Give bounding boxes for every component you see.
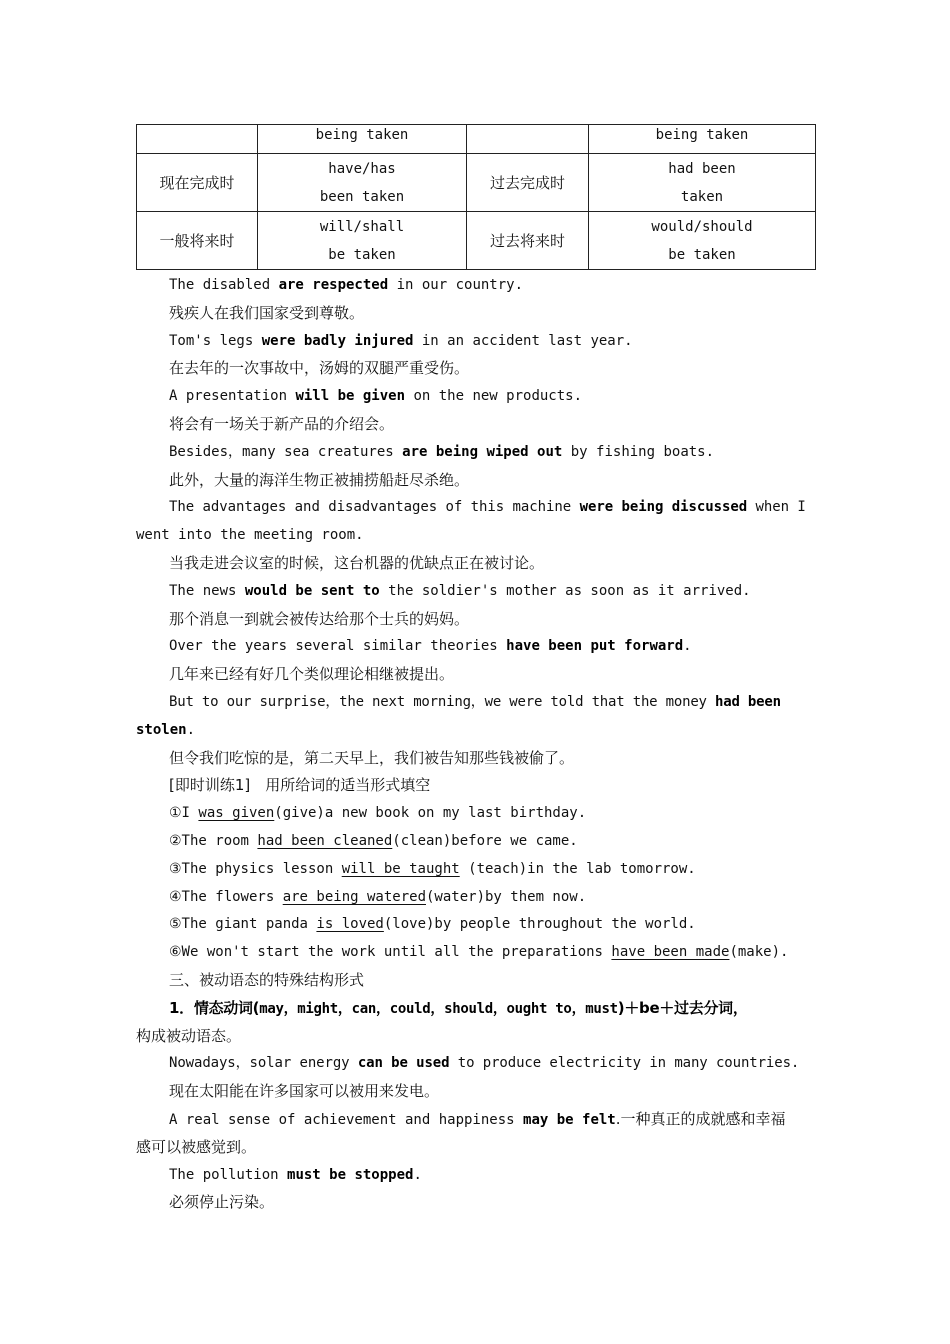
example-sentence: Tom's legs were badly injured in an accident last year. — [169, 332, 633, 349]
translation: 将会有一场关于新产品的介绍会。 — [169, 414, 395, 433]
example-sentence: Nowadays，solar energy can be used to produce electricity in many countries. — [169, 1055, 800, 1072]
example-sentence: A presentation will be given on the new products. — [169, 388, 583, 405]
example-sentence-continued: went into the meeting room. — [136, 527, 364, 544]
table-cell: 过去完成时 — [467, 154, 589, 212]
table-cell: 过去将来时 — [467, 212, 589, 270]
table-row — [137, 125, 816, 154]
translation: 此外，大量的海洋生物正被捕捞船赶尽杀绝。 — [169, 470, 470, 489]
example-sentence: A real sense of achievement and happiness may be felt.一种真正的成就感和幸福 — [169, 1109, 786, 1128]
document-page — [136, 124, 815, 1217]
section-heading: 三、被动语态的特殊结构形式 — [169, 970, 365, 989]
exercise-item: ①I was given(give)a new book on my last birthday. — [169, 805, 587, 822]
example-sentence: But to our surprise，the next morning，we were told that the money had been — [169, 693, 781, 710]
answer-blank: had been cleaned — [257, 832, 393, 849]
table-cell — [467, 125, 589, 154]
exercise-item: ⑤The giant panda is loved(love)by people throughout the world. — [169, 916, 696, 933]
body-text — [136, 272, 815, 1217]
table-cell: had been taken — [589, 154, 816, 212]
answer-blank: are being watered — [282, 888, 426, 905]
translation-continued: 感可以被感觉到。 — [136, 1137, 257, 1156]
translation: 但令我们吃惊的是，第二天早上，我们被告知那些钱被偷了。 — [169, 748, 575, 767]
rule-text-continued: 构成被动语态。 — [136, 1026, 242, 1045]
answer-blank: is loved — [316, 916, 384, 933]
example-sentence: Over the years several similar theories have been put forward. — [169, 638, 692, 655]
tense-table — [136, 124, 816, 270]
table-cell: 现在完成时 — [137, 154, 258, 212]
example-sentence: The advantages and disadvantages of this machine were being discussed when I — [169, 499, 806, 516]
table-cell: have/has been taken — [258, 154, 467, 212]
answer-blank: was given — [198, 805, 275, 822]
answer-blank: will be taught — [341, 860, 460, 877]
translation: 当我走进会议室的时候，这台机器的优缺点正在被讨论。 — [169, 553, 545, 572]
translation: 那个消息一到就会被传达给那个士兵的妈妈。 — [169, 609, 470, 628]
example-sentence: The news would be sent to the soldier's mother as soon as it arrived. — [169, 582, 751, 599]
table-row — [137, 154, 816, 212]
example-sentence-continued: stolen. — [136, 721, 196, 738]
translation: 现在太阳能在许多国家可以被用来发电。 — [169, 1082, 440, 1101]
exercise-item: ②The room had been cleaned(clean)before we came. — [169, 832, 578, 849]
example-sentence: The disabled are respected in our country. — [169, 277, 524, 293]
table-cell — [137, 125, 258, 154]
table-cell: being taken — [589, 125, 816, 154]
table-row — [137, 212, 816, 270]
table-cell: 一般将来时 — [137, 212, 258, 270]
exercise-heading: [即时训练1] 用所给词的适当形式填空 — [169, 776, 431, 795]
rule-text: 1．情态动词(may，might，can，could，should，ought to，must)＋be＋过去分词， — [169, 998, 748, 1017]
example-sentence: The pollution must be stopped. — [169, 1166, 422, 1183]
answer-blank: have been made — [611, 944, 730, 961]
translation: 残疾人在我们国家受到尊敬。 — [169, 303, 365, 322]
exercise-item: ④The flowers are being watered(water)by them now. — [169, 888, 587, 905]
table-cell: being taken — [258, 125, 467, 154]
exercise-item: ③The physics lesson will be taught (teach)in the lab tomorrow. — [169, 860, 696, 877]
translation: 在去年的一次事故中，汤姆的双腿严重受伤。 — [169, 359, 470, 378]
translation: 几年来已经有好几个类似理论相继被提出。 — [169, 665, 455, 684]
table-cell: will/shall be taken — [258, 212, 467, 270]
table-cell: would/should be taken — [589, 212, 816, 270]
exercise-item: ⑥We won't start the work until all the preparations have been made(make). — [169, 944, 789, 961]
example-sentence: Besides，many sea creatures are being wiped out by fishing boats. — [169, 443, 715, 460]
translation: 必须停止污染。 — [169, 1193, 275, 1212]
